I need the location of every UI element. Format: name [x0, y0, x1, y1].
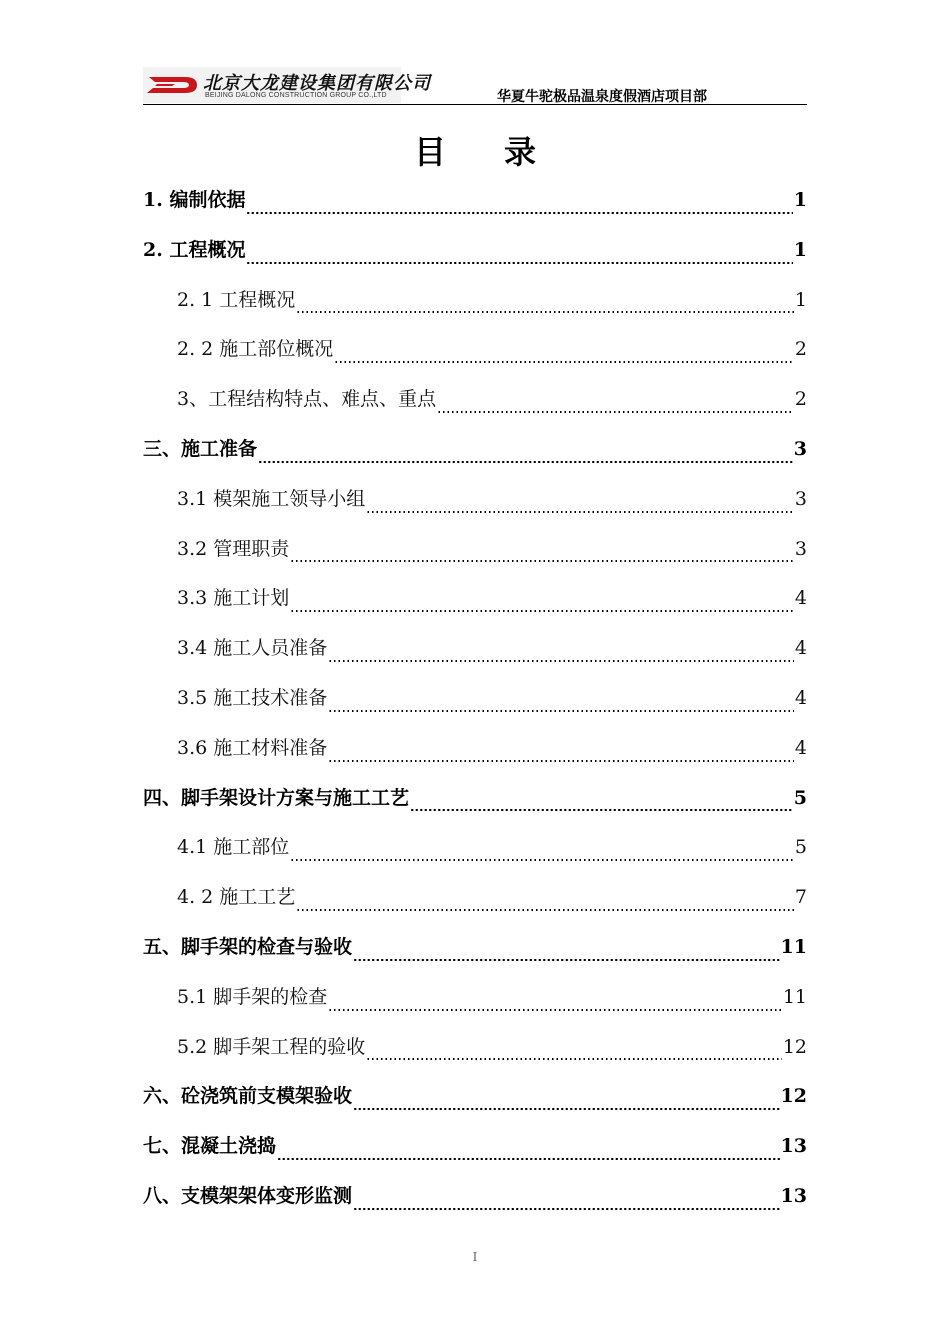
toc-entry[interactable]	[143, 375, 807, 425]
toc-entry-label: 五、脚手架的检查与验收	[143, 935, 353, 958]
toc-entry-label: 4.1 施工部位	[177, 836, 290, 859]
toc-entry[interactable]	[143, 1122, 807, 1172]
toc-leader-dots	[366, 511, 794, 513]
toc-entry-page: 12	[782, 1035, 807, 1058]
toc-entry-label: 3.2 管理职责	[177, 537, 290, 560]
toc-entry-label: 2. 1 工程概况	[177, 288, 296, 311]
toc-entry[interactable]	[143, 276, 807, 326]
toc-entry-label: 3.1 模架施工领导小组	[177, 487, 366, 510]
company-logo	[143, 67, 431, 103]
toc-entry-label: 七、混凝土浇捣	[143, 1135, 277, 1158]
toc-entry-label: 八、支模架架体变形监测	[143, 1184, 353, 1207]
toc-entry[interactable]	[143, 674, 807, 724]
toc-leader-dots	[334, 361, 794, 363]
toc-entry[interactable]	[143, 1172, 807, 1222]
toc-leader-dots	[437, 411, 794, 413]
toc-leader-dots	[246, 212, 792, 214]
toc-leader-dots	[328, 1009, 782, 1011]
footer-page-number: I	[472, 1250, 478, 1264]
toc-leader-dots	[328, 710, 794, 712]
toc-entry[interactable]	[143, 1072, 807, 1122]
toc-entry-page: 5	[793, 786, 807, 809]
header-divider	[143, 104, 807, 105]
toc-leader-dots	[353, 1108, 780, 1110]
toc-entry-page: 2	[794, 338, 807, 361]
toc-entry-label: 四、脚手架设计方案与施工工艺	[143, 786, 410, 809]
toc-entry-page: 3	[793, 437, 807, 460]
toc-entry-label: 5.2 脚手架工程的验收	[177, 1035, 366, 1058]
toc-entry-page: 5	[794, 836, 807, 859]
toc-entry-page: 4	[794, 736, 807, 759]
toc-entry-page: 11	[780, 935, 807, 958]
toc-title: 目录	[413, 133, 594, 171]
toc-entry-page: 7	[794, 886, 807, 909]
toc-entry-page: 3	[794, 487, 807, 510]
toc-entry-label: 3.6 施工材料准备	[177, 736, 328, 759]
toc-entry-label: 六、砼浇筑前支模架验收	[143, 1085, 353, 1108]
toc-entry[interactable]	[143, 1023, 807, 1073]
toc-entry-label: 4. 2 施工工艺	[177, 886, 296, 909]
toc-entry-page: 13	[780, 1135, 807, 1158]
toc-leader-dots	[410, 809, 793, 811]
toc-entry[interactable]	[143, 624, 807, 674]
toc-entry[interactable]	[143, 923, 807, 973]
toc-entry-label: 三、施工准备	[143, 437, 258, 460]
toc-leader-dots	[258, 461, 793, 463]
toc-entry[interactable]	[143, 525, 807, 575]
toc-entry[interactable]	[143, 774, 807, 824]
toc-leader-dots	[296, 311, 794, 313]
toc-entry[interactable]	[143, 176, 807, 226]
toc-entry-page: 1	[793, 238, 807, 261]
toc-leader-dots	[277, 1158, 780, 1160]
toc-entry-page: 4	[794, 587, 807, 610]
toc-entry[interactable]	[143, 823, 807, 873]
toc-entry-label: 1. 编制依据	[143, 189, 246, 211]
page-header	[143, 64, 807, 106]
toc-leader-dots	[366, 1058, 782, 1060]
toc-leader-dots	[353, 1208, 780, 1210]
toc-entry[interactable]	[143, 425, 807, 475]
table-of-contents	[143, 176, 807, 1222]
toc-leader-dots	[328, 660, 794, 662]
toc-entry-label: 2. 工程概况	[143, 238, 246, 261]
toc-entry[interactable]	[143, 574, 807, 624]
toc-entry-page: 1	[793, 189, 807, 211]
toc-entry-page: 2	[794, 388, 807, 411]
toc-entry[interactable]	[143, 475, 807, 525]
toc-entry[interactable]	[143, 724, 807, 774]
toc-entry-label: 3、工程结构特点、难点、重点	[177, 388, 437, 411]
toc-leader-dots	[246, 262, 792, 264]
toc-entry-page: 4	[794, 686, 807, 709]
toc-entry-label: 2. 2 施工部位概况	[177, 338, 334, 361]
toc-entry[interactable]	[143, 325, 807, 375]
toc-entry-page: 1	[794, 288, 807, 311]
toc-leader-dots	[290, 610, 794, 612]
toc-entry-page: 11	[782, 985, 807, 1008]
toc-leader-dots	[328, 760, 794, 762]
toc-entry-page: 13	[780, 1184, 807, 1207]
toc-entry-label: 3.5 施工技术准备	[177, 686, 328, 709]
dalong-logo-icon	[145, 71, 199, 99]
toc-entry-page: 12	[780, 1085, 807, 1108]
toc-leader-dots	[290, 859, 794, 861]
toc-leader-dots	[296, 909, 794, 911]
toc-entry[interactable]	[143, 873, 807, 923]
toc-leader-dots	[353, 959, 780, 961]
toc-entry-label: 3.4 施工人员准备	[177, 637, 328, 660]
toc-entry[interactable]	[143, 973, 807, 1023]
logo-company-name-cn: 北京大龙建设集团有限公司	[203, 73, 431, 94]
toc-entry-label: 5.1 脚手架的检查	[177, 985, 328, 1008]
toc-entry[interactable]	[143, 226, 807, 276]
toc-leader-dots	[290, 560, 794, 562]
header-project-name: 华夏牛驼极品温泉度假酒店项目部	[497, 89, 707, 105]
toc-entry-label: 3.3 施工计划	[177, 587, 290, 610]
toc-entry-page: 4	[794, 637, 807, 660]
toc-entry-page: 3	[794, 537, 807, 560]
logo-company-name-en: BEIJING DALONG CONSTRUCTION GROUP CO.,LTD	[205, 92, 387, 99]
